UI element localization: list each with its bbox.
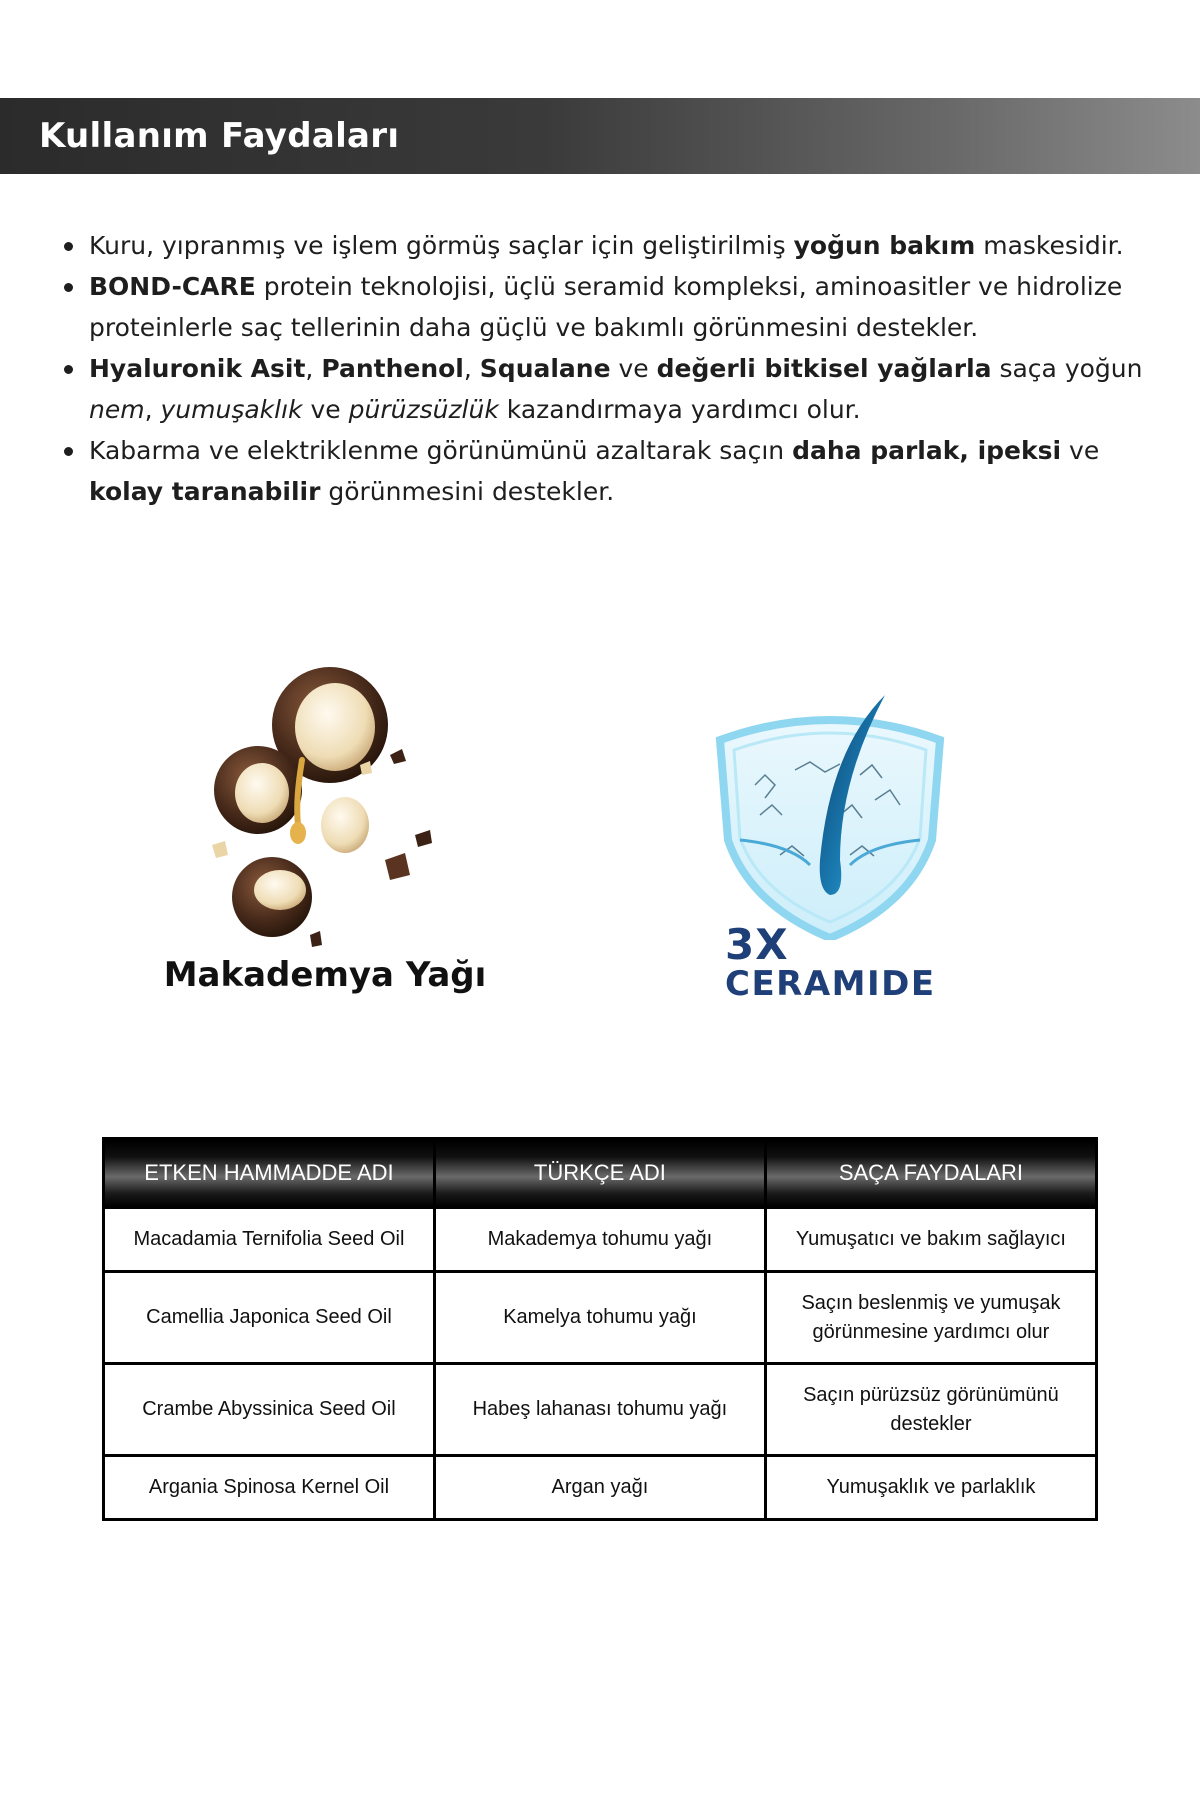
macadamia-nut-image	[210, 665, 450, 950]
ceramide-word: CERAMIDE	[725, 964, 936, 1004]
ceramide-shield-icon	[700, 690, 960, 940]
benefit-item	[62, 430, 1172, 512]
column-header: ETKEN HAMMADDE ADI	[104, 1139, 435, 1208]
text-run: saça yoğun	[991, 354, 1143, 383]
column-header: TÜRKÇE ADI	[434, 1139, 765, 1208]
ceramide-multiplier: 3X	[725, 920, 789, 969]
table-cell: Crambe Abyssinica Seed Oil	[104, 1364, 435, 1456]
text-run: ve	[1061, 436, 1100, 465]
benefit-item	[62, 348, 1172, 430]
bold-text: kolay taranabilir	[89, 477, 321, 506]
italic-text: pürüzsüzlük	[348, 395, 499, 424]
table-cell: Argan yağı	[434, 1456, 765, 1520]
table-cell: Kamelya tohumu yağı	[434, 1272, 765, 1364]
bold-text: Hyaluronik Asit	[89, 354, 306, 383]
section-title: Kullanım Faydaları	[39, 116, 400, 156]
table-row	[104, 1456, 1097, 1520]
table-cell: Saçın pürüzsüz görünümünü destekler	[765, 1364, 1096, 1456]
text-run: Kuru, yıpranmış ve işlem görmüş saçlar için geliştirilmiş	[89, 231, 794, 260]
text-run: görünmesini destekler.	[320, 477, 615, 506]
ceramide-badge	[725, 920, 936, 1004]
benefit-item	[62, 266, 1172, 348]
table-cell: Saçın beslenmiş ve yumuşak görünmesine yardımcı olur	[765, 1272, 1096, 1364]
table-header-row	[104, 1139, 1097, 1208]
table-cell: Yumuşatıcı ve bakım sağlayıcı	[765, 1208, 1096, 1272]
section-header-bar	[0, 98, 1200, 174]
text-run: ve	[302, 395, 349, 424]
text-run: ve	[610, 354, 657, 383]
text-run: Kabarma ve elektriklenme görünümünü azaltarak saçın	[89, 436, 793, 465]
text-run: ,	[144, 395, 161, 424]
table-row	[104, 1208, 1097, 1272]
column-header: SAÇA FAYDALARI	[765, 1139, 1096, 1208]
bold-text: BOND-CARE	[89, 272, 256, 301]
text-run: maskesidir.	[975, 231, 1124, 260]
bold-text: Panthenol	[321, 354, 464, 383]
italic-text: nem	[89, 395, 145, 424]
text-run: protein teknolojisi, üçlü seramid kompleksi, aminoasitler ve hidrolize proteinlerle saç tellerinin daha güçlü ve bakımlı görünmesini destekler.	[89, 272, 1123, 342]
table-row	[104, 1272, 1097, 1364]
table-cell: Habeş lahanası tohumu yağı	[434, 1364, 765, 1456]
bold-text: Squalane	[479, 354, 611, 383]
table-row	[104, 1364, 1097, 1456]
bold-text: yoğun bakım	[793, 231, 976, 260]
table-cell: Makademya tohumu yağı	[434, 1208, 765, 1272]
text-run: ,	[305, 354, 322, 383]
text-run: ,	[463, 354, 480, 383]
bold-text: değerli bitkisel yağlarla	[656, 354, 992, 383]
table-cell: Macadamia Ternifolia Seed Oil	[104, 1208, 435, 1272]
table-cell: Argania Spinosa Kernel Oil	[104, 1456, 435, 1520]
benefit-item	[62, 225, 1172, 266]
macadamia-oil-label: Makademya Yağı	[163, 955, 487, 995]
benefits-list	[62, 225, 1172, 512]
table-cell: Yumuşaklık ve parlaklık	[765, 1456, 1096, 1520]
table-cell: Camellia Japonica Seed Oil	[104, 1272, 435, 1364]
text-run: kazandırmaya yardımcı olur.	[498, 395, 861, 424]
bold-text: daha parlak, ipeksi	[792, 436, 1062, 465]
italic-text: yumuşaklık	[160, 395, 303, 424]
ingredients-table	[102, 1137, 1098, 1521]
